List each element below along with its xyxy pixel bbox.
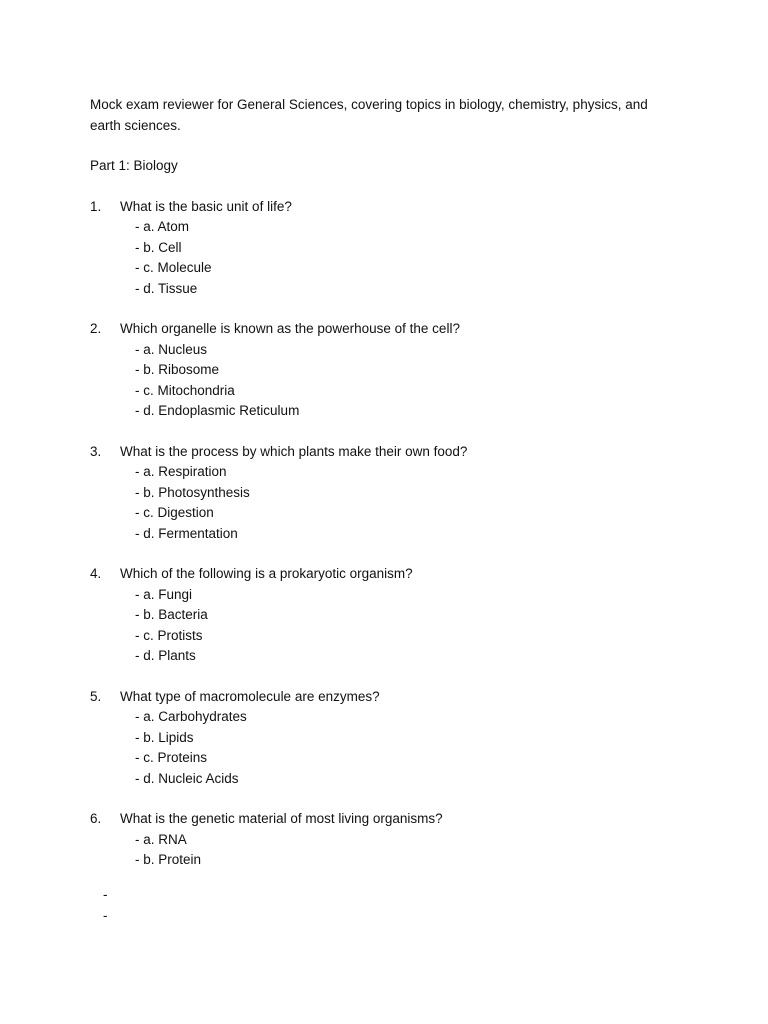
answer-options	[90, 707, 680, 789]
document-page	[90, 95, 680, 891]
question-6	[90, 809, 680, 871]
answer-option: - d. Tissue	[135, 280, 198, 296]
answer-option: - c. Proteins	[135, 750, 208, 765]
question-text: What is the process by which plants make their own food?	[120, 443, 468, 459]
question-line	[90, 687, 680, 708]
question-1	[90, 197, 680, 300]
answer-option: - a. Fungi	[135, 586, 193, 602]
question-line	[90, 442, 680, 463]
question-line	[90, 197, 680, 218]
question-line	[90, 319, 680, 340]
answer-option: - c. Mitochondria	[135, 382, 235, 398]
answer-options	[90, 585, 680, 667]
answer-option: - b. Photosynthesis	[135, 484, 250, 500]
answer-options	[90, 340, 680, 422]
question-number: 4.	[90, 566, 102, 581]
answer-options	[90, 217, 680, 299]
answer-option: - c. Protists	[135, 627, 203, 643]
question-number: 2.	[90, 321, 102, 336]
answer-option: - d. Nucleic Acids	[135, 770, 239, 786]
part-title: Part 1: Biology	[90, 158, 178, 173]
question-line	[90, 564, 680, 585]
question-4	[90, 564, 680, 667]
answer-option: - b. Protein	[135, 852, 202, 867]
question-line	[90, 809, 680, 830]
question-number: 5.	[90, 688, 102, 704]
question-text: What is the basic unit of life?	[120, 198, 292, 214]
question-text: What type of macromolecule are enzymes?	[120, 688, 380, 704]
question-text: Which of the following is a prokaryotic organism?	[120, 566, 413, 581]
answer-options	[90, 830, 680, 871]
question-text: Which organelle is known as the powerhouse of the cell?	[120, 321, 460, 336]
answer-option: - d. Fermentation	[135, 525, 238, 541]
answer-option: - b. Bacteria	[135, 607, 208, 622]
question-text: What is the genetic material of most living organisms?	[120, 811, 443, 826]
answer-option: - b. Ribosome	[135, 362, 220, 377]
question-number: 3.	[90, 443, 102, 459]
intro-paragraph: Mock exam reviewer for General Sciences, covering topics in biology, chemistry, physics, and earth sciences.	[90, 97, 648, 133]
question-2	[90, 319, 680, 422]
answer-option: - a. Respiration	[135, 464, 227, 479]
answer-option: - a. Nucleus	[135, 341, 208, 357]
question-number: 1.	[90, 198, 102, 214]
question-5	[90, 687, 680, 790]
answer-option: - d. Endoplasmic Reticulum	[135, 403, 300, 418]
answer-option: - a. Atom	[135, 219, 190, 234]
answer-option: - a. RNA	[135, 831, 187, 847]
trailing-dash: -	[103, 908, 108, 923]
answer-option: - c. Digestion	[135, 505, 214, 520]
answer-option: - b. Lipids	[135, 729, 194, 745]
answer-options	[90, 462, 680, 544]
answer-option: - a. Carbohydrates	[135, 709, 247, 724]
answer-option: - b. Cell	[135, 239, 182, 255]
answer-option: - d. Plants	[135, 648, 196, 663]
question-3	[90, 442, 680, 545]
trailing-dash: -	[103, 887, 108, 902]
question-number: 6.	[90, 811, 102, 826]
answer-option: - c. Molecule	[135, 260, 212, 275]
